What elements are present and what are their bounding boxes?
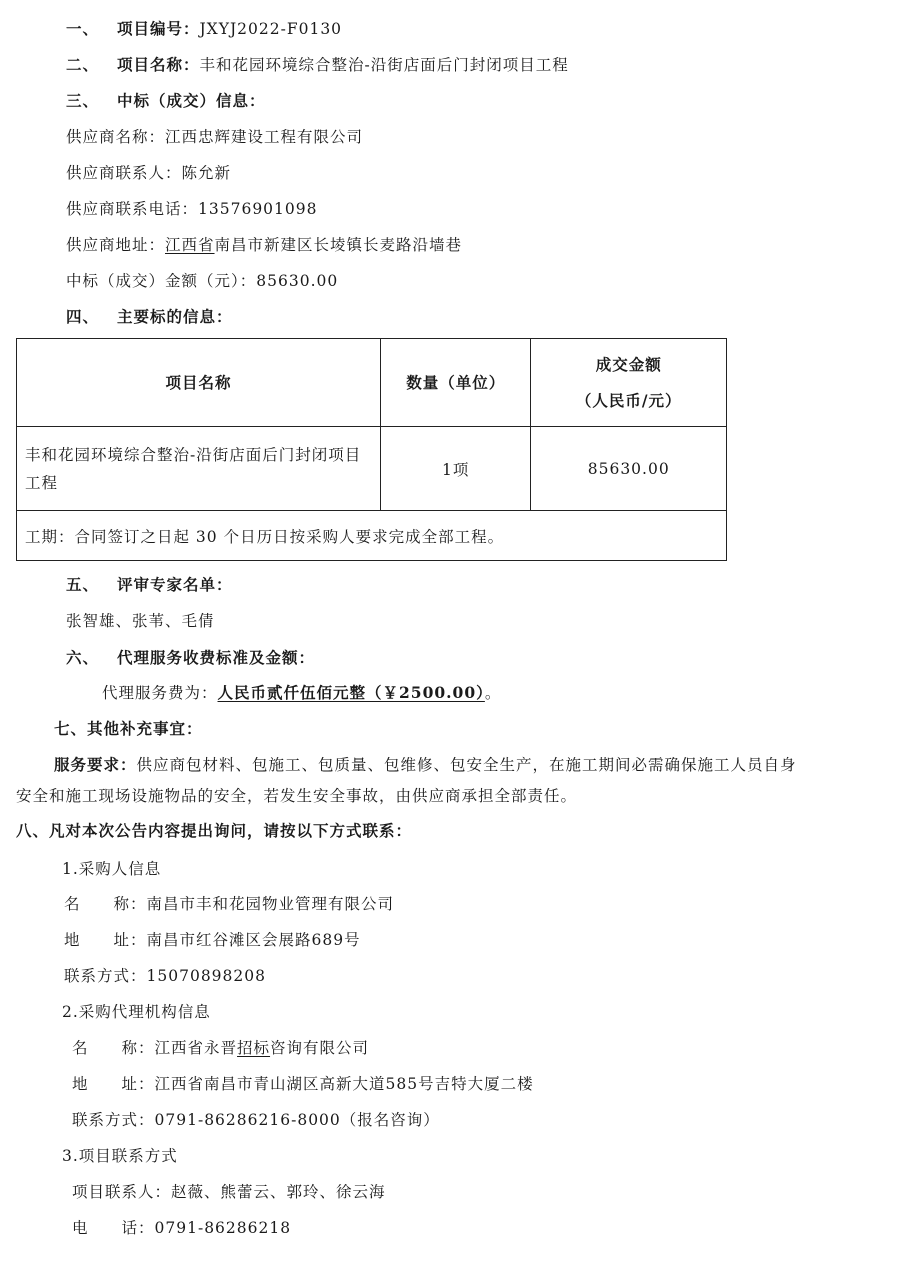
agency-name-row — [72, 1038, 369, 1058]
buyer-name-row — [64, 894, 394, 914]
buyer-address-value: 南昌市红谷滩区会展路689号 — [146, 931, 361, 949]
header-amount-line2: （人民币/元） — [575, 390, 682, 410]
supplier-name-row — [66, 127, 363, 147]
header-quantity: 数量（单位） — [381, 339, 531, 427]
supplier-contact-value: 陈允新 — [181, 164, 232, 182]
service-requirements-line1 — [54, 755, 797, 775]
table-row — [17, 427, 727, 511]
section-2-project-name — [66, 55, 569, 75]
agency-fee-value: 人民币贰仟伍佰元整（￥2500.00） — [217, 683, 485, 702]
row-project-name — [17, 427, 381, 511]
section-number: 五、 — [66, 575, 100, 594]
section-6-heading — [66, 648, 315, 668]
agency-fee-end: 。 — [484, 684, 502, 702]
agency-fee-label: 代理服务费为： — [102, 684, 218, 702]
buyer-name-value: 南昌市丰和花园物业管理有限公司 — [146, 895, 395, 913]
agency-address-label: 地 址： — [72, 1075, 155, 1093]
agency-address-row — [72, 1074, 534, 1094]
construction-period: 工期：合同签订之日起 30 个日历日按采购人要求完成全部工程。 — [17, 511, 727, 561]
supplier-contact-row — [66, 163, 231, 183]
section-1-project-number — [66, 19, 342, 39]
section-5-heading — [66, 575, 232, 595]
agency-info-title: 2.采购代理机构信息 — [62, 1003, 211, 1021]
supplier-address-row — [66, 235, 462, 255]
project-name-value: 丰和花园环境综合整治-沿街店面后门封闭项目工程 — [199, 56, 569, 74]
service-requirements-label: 服务要求： — [54, 755, 137, 774]
supplier-address-label: 供应商地址： — [66, 236, 166, 254]
buyer-address-row — [64, 930, 361, 950]
supplier-name-label: 供应商名称： — [66, 128, 166, 146]
header-amount-line1: 成交金额 — [595, 354, 662, 374]
buyer-name-label: 名 称： — [64, 895, 147, 913]
agency-fee-row — [102, 683, 501, 703]
buyer-info-title: 1.采购人信息 — [62, 860, 162, 878]
header-project-name: 项目名称 — [17, 339, 381, 427]
project-contact-row — [72, 1182, 386, 1202]
agency-name-part2: 招标 — [237, 1039, 271, 1057]
agency-fee-heading: 代理服务收费标准及金额： — [116, 648, 315, 667]
award-table — [16, 338, 727, 561]
supplier-name-value: 江西忠辉建设工程有限公司 — [165, 128, 364, 146]
table-footer-row — [17, 511, 727, 561]
row-amount: 85630.00 — [531, 427, 727, 511]
row-project-name-text: 丰和花园环境综合整治-沿街店面后门封闭项目工程 — [25, 445, 362, 492]
award-info-label: 中标（成交）信息： — [116, 91, 266, 110]
project-number-label: 项目编号： — [116, 19, 200, 38]
agency-contact-row — [72, 1110, 440, 1130]
section-number: 六、 — [66, 648, 100, 667]
row-quantity: 1项 — [381, 427, 531, 511]
table-header-row — [17, 339, 727, 427]
supplier-phone-value: 13576901098 — [198, 200, 318, 218]
project-contact-value: 赵薇、熊蕾云、郭玲、徐云海 — [171, 1183, 386, 1201]
supplier-contact-label: 供应商联系人： — [66, 164, 182, 182]
section-8-heading: 八、凡对本次公告内容提出询问，请按以下方式联系： — [16, 821, 413, 840]
section-number: 四、 — [66, 307, 100, 326]
section-number: 一、 — [66, 19, 100, 38]
section-number: 三、 — [66, 91, 100, 110]
project-phone-value: 0791-86286218 — [154, 1219, 292, 1237]
service-requirements-line2: 安全和施工现场设施物品的安全，若发生安全事故，由供应商承担全部责任。 — [16, 787, 578, 805]
agency-address-value: 江西省南昌市青山湖区高新大道585号吉特大厦二楼 — [154, 1075, 534, 1093]
agency-name-part1: 江西省永晋 — [154, 1039, 238, 1057]
award-amount-value: 85630.00 — [256, 272, 339, 290]
buyer-contact-row — [64, 966, 266, 986]
section-4-heading — [66, 307, 232, 327]
project-contact-title: 3.项目联系方式 — [62, 1147, 178, 1165]
award-amount-row — [66, 271, 338, 291]
project-number-value: JXYJ2022-F0130 — [199, 20, 343, 38]
experts-label: 评审专家名单： — [116, 575, 233, 594]
section-3-heading — [66, 91, 265, 111]
supplier-address-province: 江西省 — [165, 236, 215, 254]
award-amount-label: 中标（成交）金额（元）： — [66, 272, 257, 290]
project-contact-label: 项目联系人： — [72, 1183, 172, 1201]
experts-list: 张智雄、张苇、毛倩 — [66, 612, 215, 630]
supplier-phone-row — [66, 199, 318, 219]
main-subject-label: 主要标的信息： — [116, 307, 233, 326]
agency-contact-value: 0791-86286216-8000（报名咨询） — [154, 1111, 440, 1129]
project-phone-label: 电 话： — [72, 1219, 155, 1237]
supplier-phone-label: 供应商联系电话： — [66, 200, 199, 218]
header-amount — [531, 339, 727, 427]
agency-name-label: 名 称： — [72, 1039, 155, 1057]
agency-contact-label: 联系方式： — [72, 1111, 155, 1129]
project-phone-row — [72, 1218, 291, 1238]
buyer-address-label: 地 址： — [64, 931, 147, 949]
service-requirements-text: 供应商包材料、包施工、包质量、包维修、包安全生产，在施工期间必需确保施工人员自身 — [136, 756, 797, 774]
buyer-contact-label: 联系方式： — [64, 967, 147, 985]
buyer-contact-value: 15070898208 — [146, 967, 266, 985]
section-7-heading: 七、其他补充事宜： — [54, 719, 203, 738]
section-number: 二、 — [66, 55, 100, 74]
project-name-label: 项目名称： — [116, 55, 200, 74]
supplier-address-value: 南昌市新建区长堎镇长麦路沿墙巷 — [214, 236, 463, 254]
agency-name-part3: 咨询有限公司 — [270, 1039, 370, 1057]
